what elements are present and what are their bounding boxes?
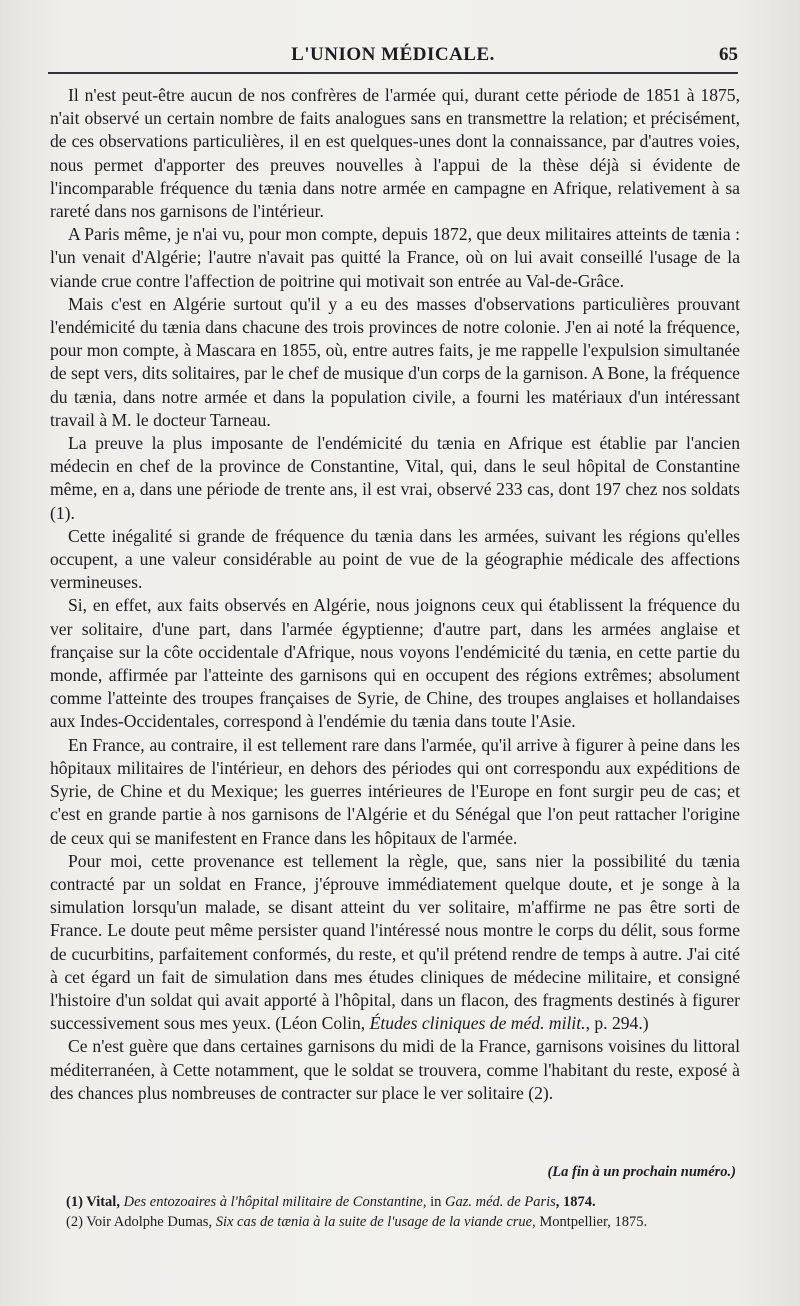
footnote-1-lead: (1) Vital, <box>66 1194 124 1210</box>
footnote-2-lead: (2) Voir Adolphe Dumas, <box>66 1214 216 1230</box>
footnote-2 <box>50 1212 740 1232</box>
paragraph-5: Cette inégalité si grande de fréquence du tænia dans les armées, suivant les régions qu'elles occupent, a une valeur considérable au point de vue de la géographie médicale des affections vermineuses. <box>50 525 740 593</box>
running-title: L'UNION MÉDICALE. <box>291 44 495 65</box>
page-number: 65 <box>719 44 738 65</box>
continuation-note: (La fin à un prochain numéro.) <box>547 1164 736 1180</box>
citation-page: , p. 294.) <box>585 1013 649 1034</box>
paragraph-8-text: Pour moi, cette provenance est tellement la règle, que, sans nier la possibilité du tænia contracté par un soldat en France, j'éprouve immédiatement quelque doute, et je songe à la simulation lorsqu'un malade, se disant atteint du ver solitaire, m'affirme ne pas être sorti de France. Le doute peut même persister quand l'intéressé nous montre le corps du délit, sous forme de cucurbitins, parfaitement conformés, du reste, et qu'il prétend rendre de temps à autre. J'ai cité à cet égard un fait de simulation dans mes études cliniques de médecine militaire, et consigné l'histoire d'un soldat qui avait apporté à l'hôpital, dans un flacon, des fragments destinés à figurer successivement sous mes yeux. (Léon Colin, <box>50 850 740 1034</box>
paragraph-3: Mais c'est en Algérie surtout qu'il y a eu des masses d'observations particulières prouvant l'endémicité du tænia dans chacune des trois provinces de notre colonie. J'en ai noté la fréquence, pour mon compte, à Mascara en 1855, où, entre autres faits, je me rappelle l'expulsion simultanée de sept vers, dits solitaires, par le chef de musique d'un corps de la garnison. A Bone, la fréquence du tænia, dans notre armée et dans la population civile, a fourni les matériaux d'un intéressant travail à M. le docteur Tarneau. <box>50 293 740 430</box>
paragraph-8 <box>50 850 740 1036</box>
paragraph-1: Il n'est peut-être aucun de nos confrères de l'armée qui, durant cette période de 1851 à 1875, n'ait observé un certain nombre de faits analogues sans en transmettre la relation; et précisément, de ces observations particulières, il en est quelques-unes dont la connaissance, par d'autres voies, nous permet d'apporter des preuves nouvelles à l'appui de la thèse déjà si évidente de l'incomparable fréquence du tænia dans notre armée en campagne en Afrique, relativement à sa rareté dans nos garnisons de l'intérieur. <box>50 85 740 222</box>
footnote-2-title: Six cas de tænia à la suite de l'usage de la viande crue <box>215 1214 533 1230</box>
footnote-2-place: , Montpellier, 1875. <box>532 1214 648 1230</box>
footnotes <box>50 1192 740 1232</box>
footnote-1 <box>50 1192 740 1212</box>
paragraph-7: En France, au contraire, il est tellement rare dans l'armée, qu'il arrive à figurer à peine dans les hôpitaux militaires de l'intérieur, en dehors des périodes qui ont correspondu aux expéditions de Syrie, de Chine et du Mexique; les guerres intérieures de l'Europe en font surgir peu de cas; et c'est en grande partie à nos garnisons de l'Algérie et du Sénégal que l'on peut rattacher l'origine de ceux qui se manifestent en France dans les hôpitaux de l'armée. <box>50 734 740 848</box>
footnote-1-in: , in <box>422 1194 446 1210</box>
footnote-1-journal: Gaz. méd. de Paris <box>445 1194 556 1210</box>
paragraph-9: Ce n'est guère que dans certaines garnisons du midi de la France, garnisons voisines du littoral méditerranéen, à Cette notamment, que le soldat se trouvera, comme l'habitant du reste, exposé à des chances plus nombreuses de contracter sur place le ver solitaire (2). <box>50 1036 740 1103</box>
paragraph-6: Si, en effet, aux faits observés en Algérie, nous joignons ceux qui établissent la fréquence du ver solitaire, d'une part, dans l'armée égyptienne; d'autre part, dans les armées anglaise et française sur la côte occidentale d'Afrique, nous voyons l'endémicité du tænia, en cette partie du monde, affirmée par l'atteinte des garnisons qui en occupent des régions extrêmes; absolument comme l'atteinte des troupes françaises de Syrie, de Chine, des troupes anglaises et hollandaises aux Indes-Occidentales, correspond à l'endémie du tænia dans toute l'Asie. <box>50 595 740 732</box>
footnote-1-title: Des entozoaires à l'hôpital militaire de Constantine <box>123 1194 423 1210</box>
header-rule <box>48 72 738 74</box>
article-body <box>50 84 740 1105</box>
citation-title: Études cliniques de méd. milit. <box>369 1013 586 1034</box>
paragraph-2: A Paris même, je n'ai vu, pour mon compte, depuis 1872, que deux militaires atteints de tænia : l'un venait d'Algérie; l'autre n'avait pas quitté la France, où on lui avait conseillé l'usage de la viande crue contre l'affection de poitrine qui motivait son entrée au Val-de-Grâce. <box>50 224 740 291</box>
footnote-1-year: , 1874. <box>555 1194 596 1210</box>
running-header <box>48 40 738 70</box>
paragraph-4: La preuve la plus imposante de l'endémicité du tænia en Afrique est établie par l'ancien médecin en chef de la province de Constantine, Vital, qui, dans le seul hôpital de Constantine même, en a, dans une période de trente ans, il est vrai, observé 233 cas, dont 197 chez nos soldats (1). <box>50 433 740 523</box>
